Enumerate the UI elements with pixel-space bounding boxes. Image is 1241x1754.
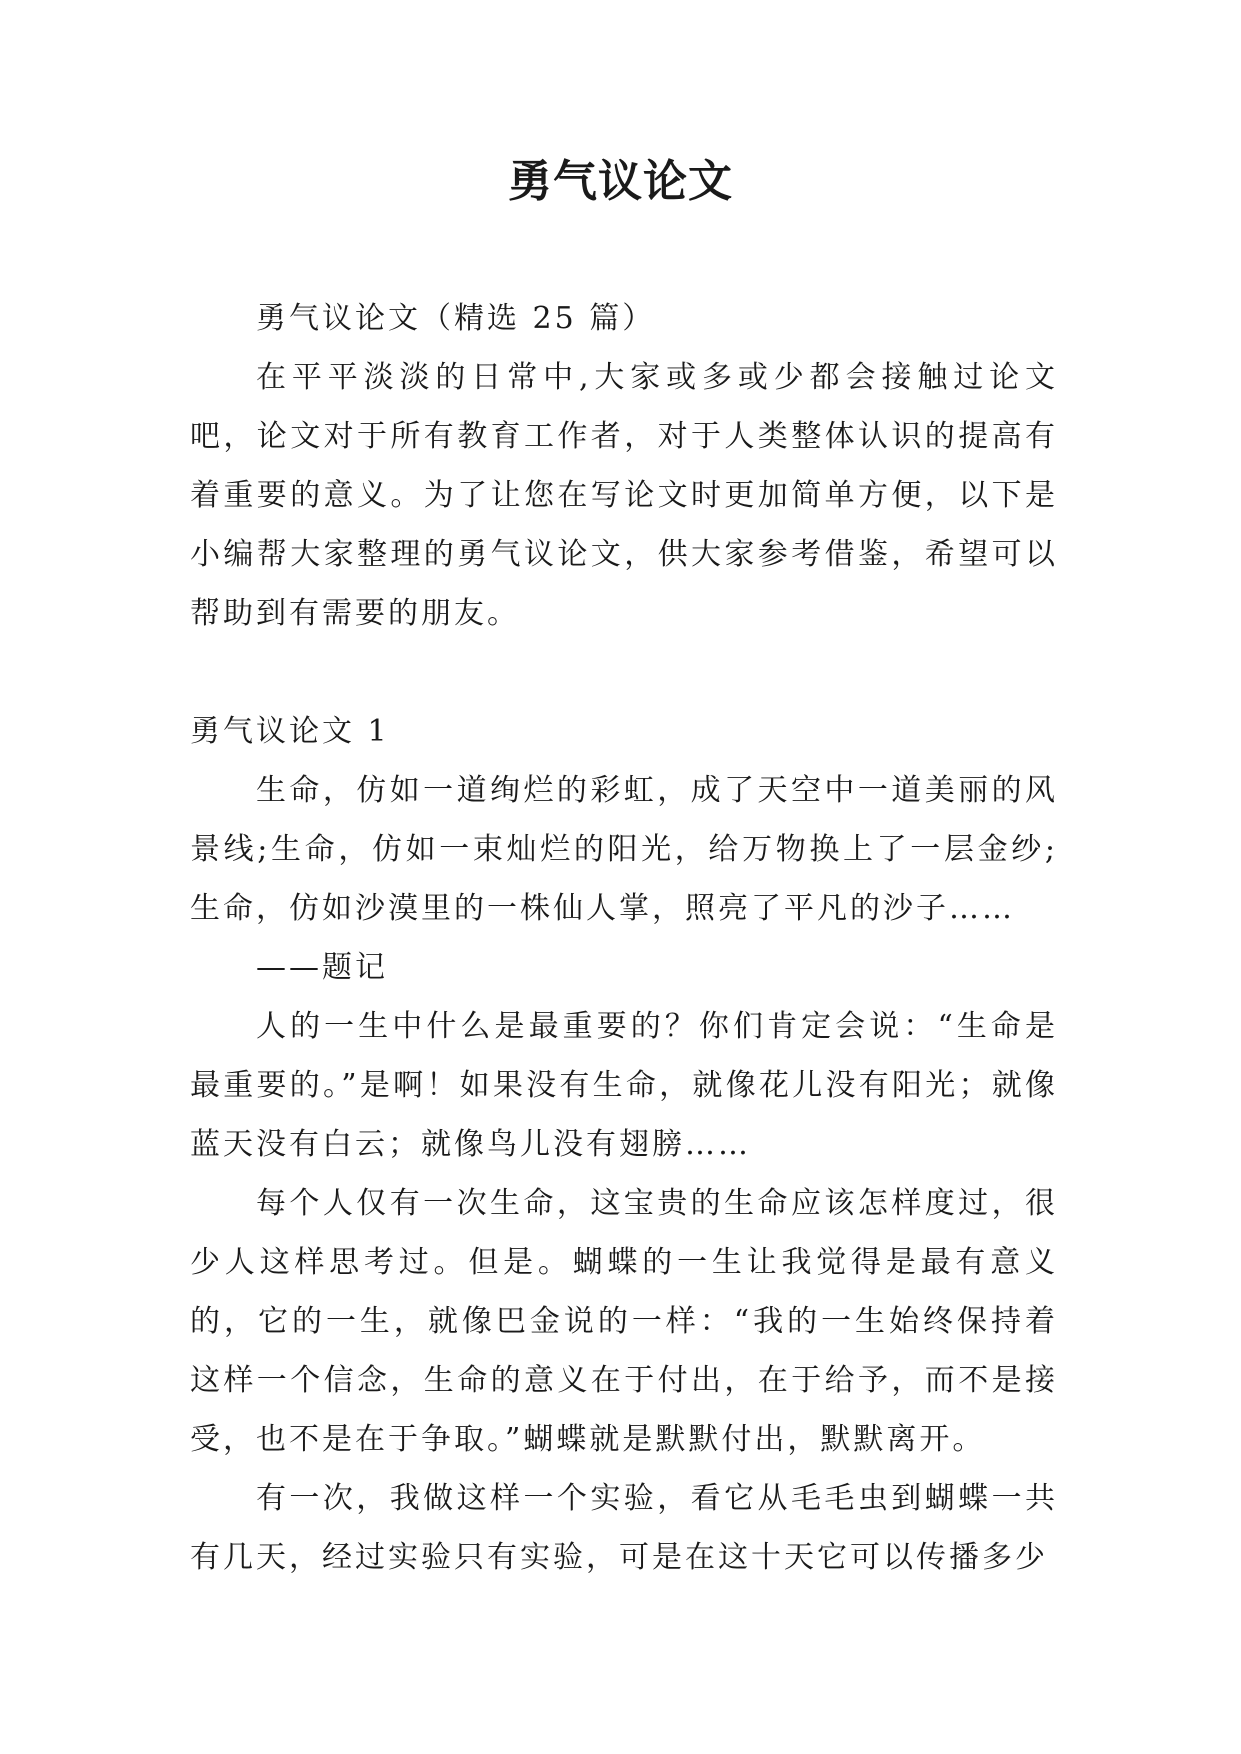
section-heading: 勇气议论文 1 xyxy=(190,714,390,749)
section-spacer xyxy=(190,643,1058,702)
document-title: 勇气议论文 xyxy=(508,156,733,207)
epigraph-attribution: ——题记 xyxy=(256,950,388,985)
body-paragraph-1: 生命，仿如一道绚烂的彩虹，成了天空中一道美丽的风景线;生命，仿如一束灿烂的阳光，给万物换上了一层金纱;生命，仿如沙漠里的一株仙人掌，照亮了平凡的沙子…… xyxy=(190,773,1058,926)
body-paragraph-4: 有一次，我做这样一个实验，看它从毛毛虫到蝴蝶一共有几天，经过实验只有实验，可是在这十天它可以传播多少 xyxy=(190,1481,1058,1575)
document-body xyxy=(190,289,1058,1587)
body-paragraph-2: 人的一生中什么是最重要的？你们肯定会说：“生命是最重要的。”是啊！如果没有生命，就像花儿没有阳光；就像蓝天没有白云；就像鸟儿没有翅膀…… xyxy=(190,1009,1058,1162)
intro-paragraph: 在平平淡淡的日常中,大家或多或少都会接触过论文吧，论文对于所有教育工作者，对于人类整体认识的提高有着重要的意义。为了让您在写论文时更加简单方便，以下是小编帮大家整理的勇气议论文，供大家参考借鉴，希望可以帮助到有需要的朋友。 xyxy=(190,360,1058,631)
document-subtitle: 勇气议论文（精选 25 篇） xyxy=(256,301,656,336)
body-paragraph-3: 每个人仅有一次生命，这宝贵的生命应该怎样度过，很少人这样思考过。但是。蝴蝶的一生让我觉得是最有意义的，它的一生，就像巴金说的一样：“我的一生始终保持着这样一个信念，生命的意义在于付出，在于给予，而不是接受，也不是在于争取。”蝴蝶就是默默付出，默默离开。 xyxy=(190,1186,1058,1457)
